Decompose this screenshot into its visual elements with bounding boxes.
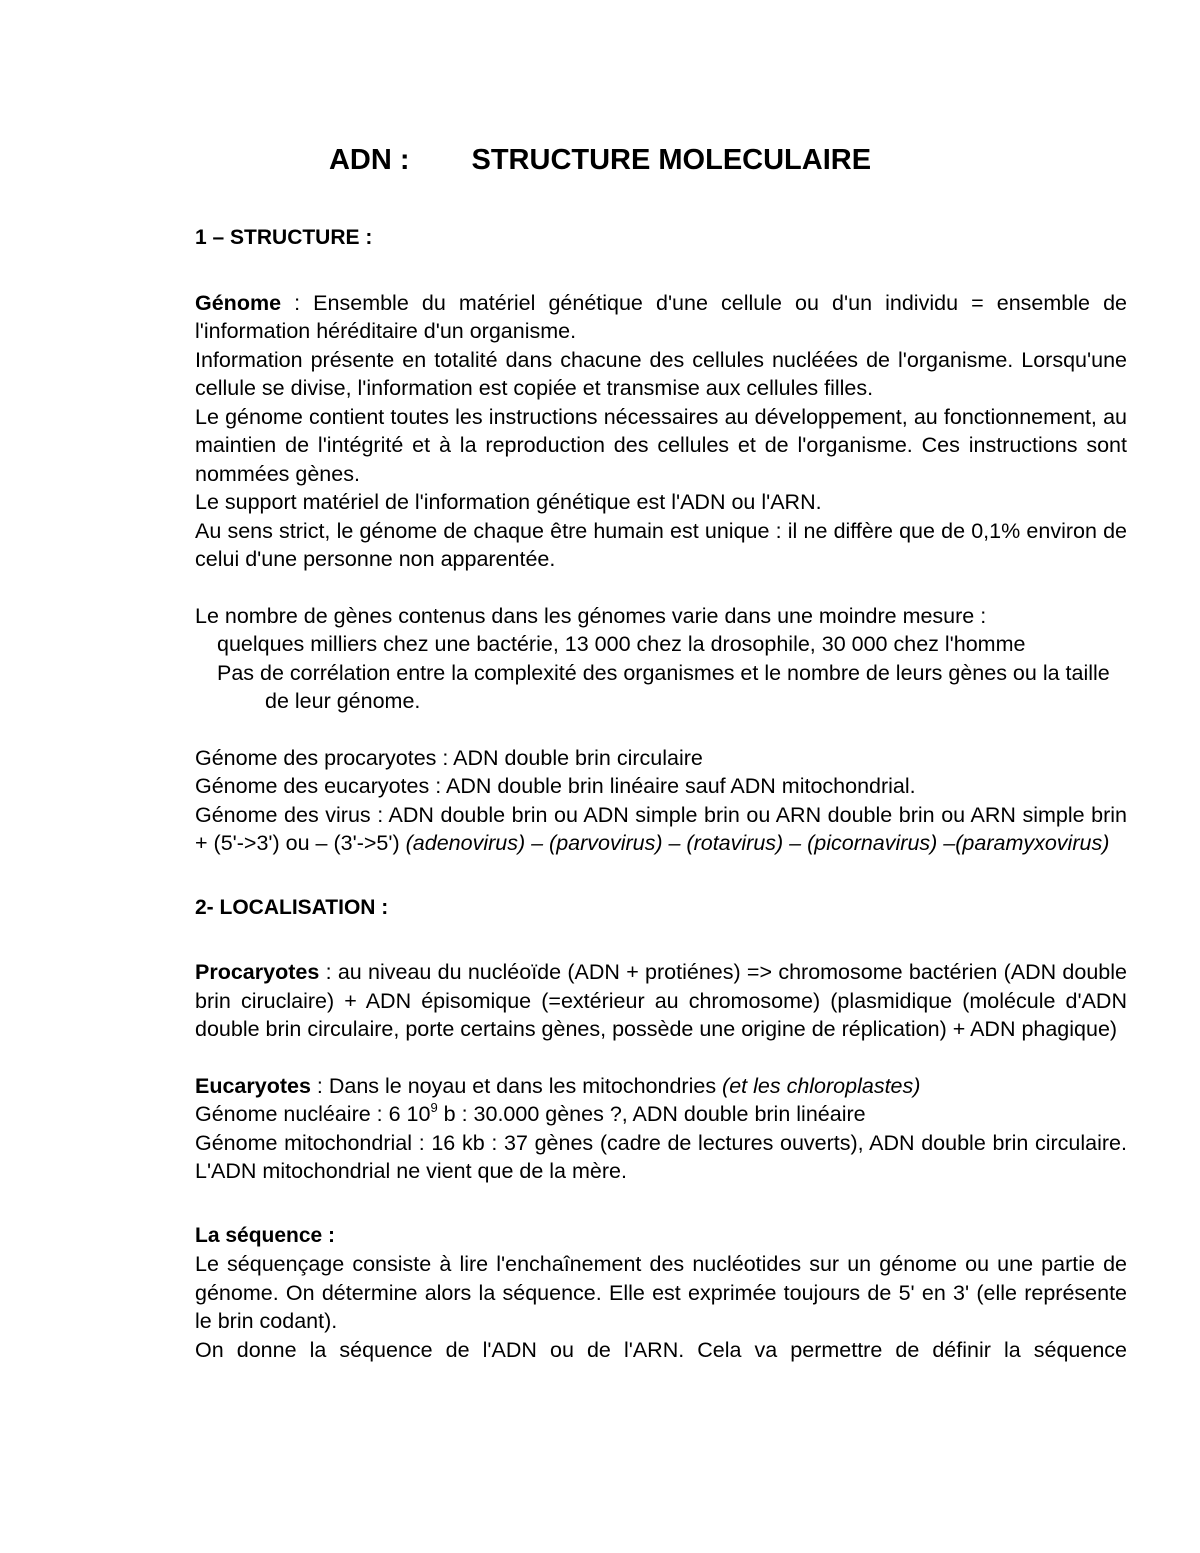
- document-body: [195, 224, 1127, 1364]
- procaryotes-text: : au niveau du nucléoïde (ADN + protiénes) => chromosome bactérien (ADN double brin ciruclaire) + ADN épisomique (=extérieur au chromosome) (plasmidique (molécule d'ADN double brin circulaire, porte certains gènes, possède une origine de réplication) + ADN phagique): [195, 960, 1127, 1041]
- paragraph-support: Le support matériel de l'information génétique est l'ADN ou l'ARN.: [195, 490, 822, 514]
- procaryotes-term: Procaryotes: [195, 960, 320, 984]
- paragraph-procaryotes: [195, 958, 1127, 1044]
- paragraph-correlation: Pas de corrélation entre la complexité des organismes et le nombre de leurs gènes ou la taille de leur génome.: [217, 660, 1110, 713]
- title-right: STRUCTURE MOLECULAIRE: [471, 144, 872, 176]
- paragraph-genome-nucleaire: [195, 1100, 1127, 1129]
- subsection-heading-sequence: La séquence :: [195, 1223, 336, 1247]
- nucleaire-text-a: Génome nucléaire : 6 10: [195, 1102, 431, 1126]
- paragraph-genome-eucaryotes: Génome des eucaryotes : ADN double brin linéaire sauf ADN mitochondrial.: [195, 774, 916, 798]
- genome-definition: [195, 289, 1127, 346]
- paragraph-instructions: Le génome contient toutes les instructions nécessaires au développement, au fonctionnement, au maintien de l'intégrité et à la reproduction des cellules et de l'organisme. Ces instructions sont nommées gènes.: [195, 404, 1127, 486]
- genome-term: Génome: [195, 290, 282, 315]
- section-heading-structure: 1 – STRUCTURE :: [195, 226, 373, 249]
- paragraph-information: Information présente en totalité dans chacune des cellules nucléées de l'organisme. Lorsqu'une cellule se divise, l'information est copiée et transmise aux cellules filles.: [195, 347, 1127, 400]
- title-left: ADN :: [328, 144, 410, 176]
- paragraph-nombre-genes: Le nombre de gènes contenus dans les génomes varie dans une moindre mesure :: [195, 603, 987, 628]
- eucaryotes-term: Eucaryotes: [195, 1073, 311, 1098]
- paragraph-sequence-adn: On donne la séquence de l'ADN ou de l'ARN. Cela va permettre de définir la séquence: [195, 1337, 1127, 1362]
- nucleaire-exponent: 9: [430, 1100, 438, 1115]
- nucleaire-text-b: b : 30.000 gènes ?, ADN double brin linéaire: [437, 1102, 866, 1126]
- section-heading-localisation: 2- LOCALISATION :: [195, 895, 389, 919]
- paragraph-milliers: quelques milliers chez une bactérie, 13 000 chez la drosophile, 30 000 chez l'homme: [217, 632, 1026, 656]
- genome-definition-text: : Ensemble du matériel génétique d'une cellule ou d'un individu = ensemble de l'information héréditaire d'un organisme.: [195, 290, 1127, 343]
- paragraph-genome-virus: [195, 801, 1127, 858]
- paragraph-genome-procaryotes: Génome des procaryotes : ADN double brin circulaire: [195, 745, 703, 770]
- virus-examples: (adenovirus) – (parvovirus) – (rotavirus) – (picornavirus) –(paramyxovirus): [405, 831, 1110, 855]
- eucaryotes-italic: (et les chloroplastes): [722, 1073, 921, 1098]
- virus-text: Génome des virus : ADN double brin ou ADN simple brin ou ARN double brin ou ARN simple brin + (5'->3') ou – (3'->5'): [195, 802, 1127, 855]
- paragraph-unique: Au sens strict, le génome de chaque être humain est unique : il ne diffère que de 0,1% environ de celui d'une personne non apparentée.: [195, 518, 1127, 571]
- paragraph-sequencage: Le séquençage consiste à lire l'enchaînement des nucléotides sur un génome ou une partie de génome. On détermine alors la séquence. Elle est exprimée toujours de 5' en 3' (elle représente le brin codant).: [195, 1252, 1127, 1333]
- paragraph-genome-mitochondrial: Génome mitochondrial : 16 kb : 37 gènes (cadre de lectures ouverts), ADN double brin circulaire. L'ADN mitochondrial ne vient que de la mère.: [195, 1130, 1127, 1183]
- page-title: [0, 140, 1200, 180]
- paragraph-eucaryotes: [195, 1072, 1127, 1101]
- eucaryotes-text: : Dans le noyau et dans les mitochondries: [310, 1073, 723, 1098]
